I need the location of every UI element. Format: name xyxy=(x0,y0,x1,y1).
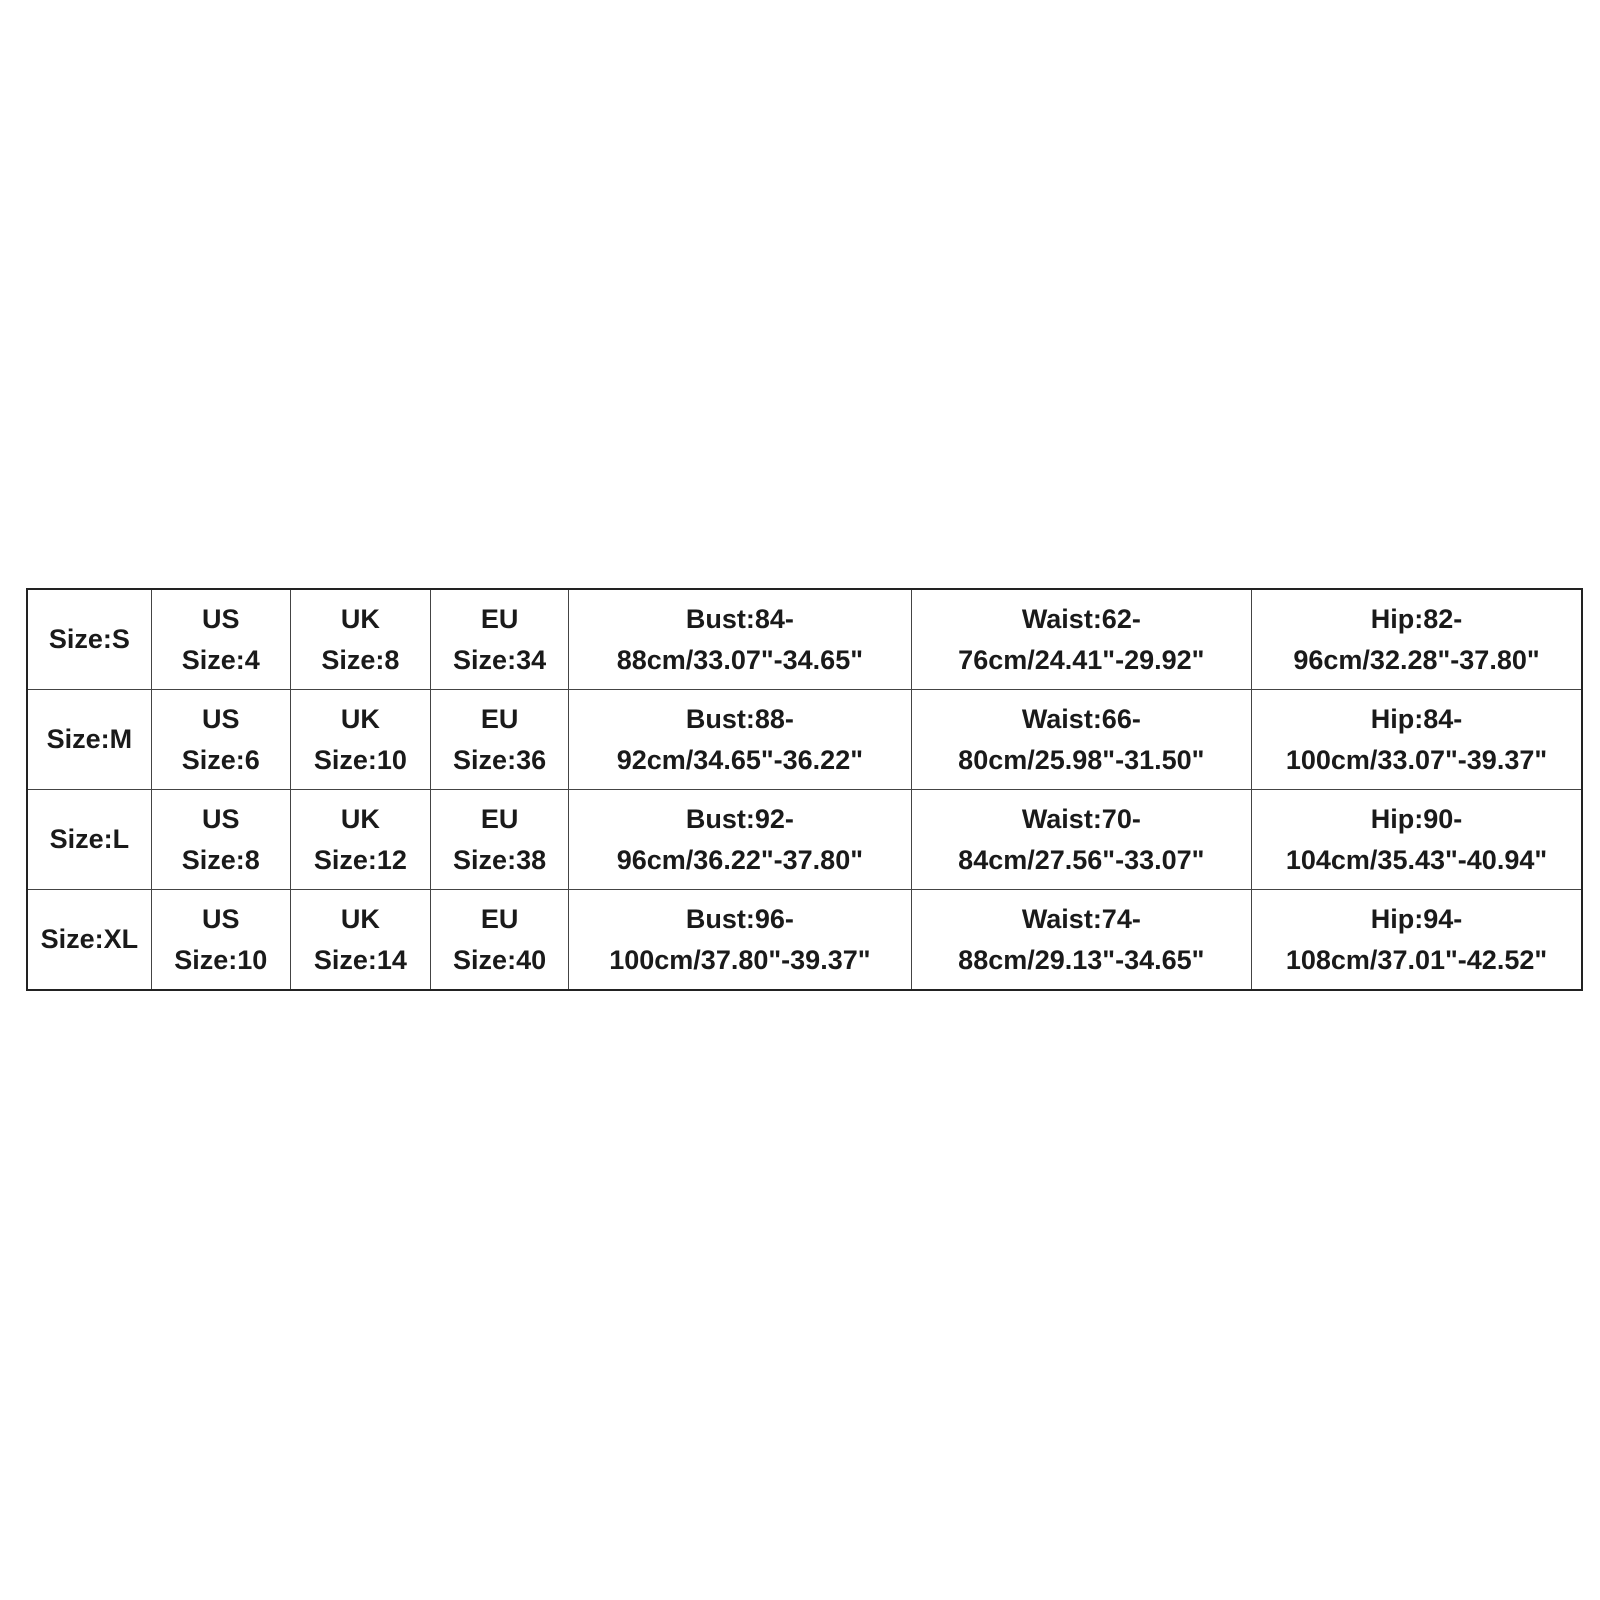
uk-size-cell: UK Size:10 xyxy=(290,690,430,790)
bust-cell: Bust:88- 92cm/34.65"-36.22" xyxy=(569,690,911,790)
bust-cell: Bust:84- 88cm/33.07"-34.65" xyxy=(569,589,911,690)
uk-size-cell: UK Size:14 xyxy=(290,890,430,991)
eu-size-cell: EU Size:38 xyxy=(431,790,569,890)
table-row xyxy=(27,790,1582,890)
uk-size-cell: UK Size:8 xyxy=(290,589,430,690)
bust-cell: Bust:92- 96cm/36.22"-37.80" xyxy=(569,790,911,890)
eu-size-cell: EU Size:36 xyxy=(431,690,569,790)
waist-cell: Waist:62- 76cm/24.41"-29.92" xyxy=(911,589,1251,690)
us-size-cell: US Size:4 xyxy=(151,589,290,690)
waist-cell: Waist:66- 80cm/25.98"-31.50" xyxy=(911,690,1251,790)
waist-cell: Waist:74- 88cm/29.13"-34.65" xyxy=(911,890,1251,991)
eu-size-cell: EU Size:34 xyxy=(431,589,569,690)
hip-cell: Hip:94- 108cm/37.01"-42.52" xyxy=(1252,890,1582,991)
size-label-cell: Size:M xyxy=(27,690,151,790)
size-chart-table xyxy=(26,588,1583,991)
bust-cell: Bust:96- 100cm/37.80"-39.37" xyxy=(569,890,911,991)
hip-cell: Hip:90- 104cm/35.43"-40.94" xyxy=(1252,790,1582,890)
waist-cell: Waist:70- 84cm/27.56"-33.07" xyxy=(911,790,1251,890)
uk-size-cell: UK Size:12 xyxy=(290,790,430,890)
hip-cell: Hip:82- 96cm/32.28"-37.80" xyxy=(1252,589,1582,690)
size-label-cell: Size:S xyxy=(27,589,151,690)
table-row xyxy=(27,890,1582,991)
us-size-cell: US Size:8 xyxy=(151,790,290,890)
us-size-cell: US Size:6 xyxy=(151,690,290,790)
hip-cell: Hip:84- 100cm/33.07"-39.37" xyxy=(1252,690,1582,790)
table-row xyxy=(27,589,1582,690)
size-label-cell: Size:L xyxy=(27,790,151,890)
us-size-cell: US Size:10 xyxy=(151,890,290,991)
size-label-cell: Size:XL xyxy=(27,890,151,991)
eu-size-cell: EU Size:40 xyxy=(431,890,569,991)
table-row xyxy=(27,690,1582,790)
